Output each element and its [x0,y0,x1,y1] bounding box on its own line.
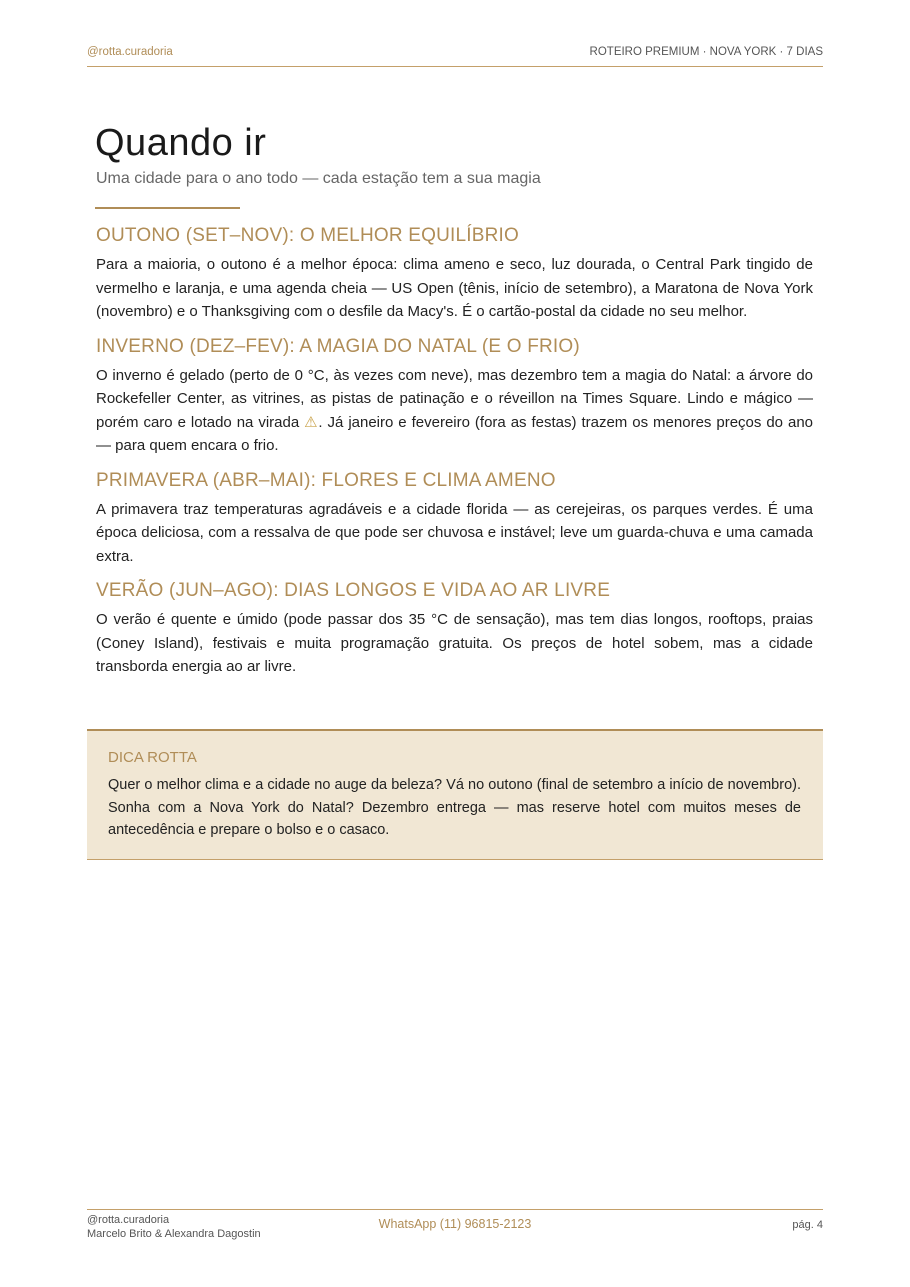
section-heading: PRIMAVERA (ABR–MAI): FLORES E CLIMA AMENO [96,469,556,491]
tip-box [87,729,823,860]
page-subtitle: Uma cidade para o ano todo — cada estação tem a sua magia [96,170,541,187]
warning-icon: ⚠ [304,413,319,431]
section-body: O verão é quente e úmido (pode passar dos 35 °C de sensação), mas tem dias longos, rooftops, praias (Coney Island), festivais e muita programação gratuita. Os preços de hotel sobem, mas a cidade transborda energia ao ar livre. [96,611,813,675]
footer-brand: @rotta.curadoria [87,1214,170,1226]
footer-whatsapp: WhatsApp (11) 96815-2123 [378,1217,532,1231]
section-heading: VERÃO (JUN–AGO): DIAS LONGOS E VIDA AO AR LIVRE [96,580,611,601]
section-winter [96,336,813,458]
section-heading: OUTONO (SET–NOV): O MELHOR EQUILÍBRIO [96,225,519,246]
page-title: Quando ir [95,122,267,164]
section-body: Para a maioria, o outono é a melhor época: clima ameno e seco, luz dourada, o Central Park tingido de vermelho e laranja, e uma agenda cheia — US Open (tênis, início de setembro), a Maratona de Nova York (novembro) e o Thanksgiving com o desfile da Macy's. É o cartão-postal da cidade no seu melhor. [96,256,813,320]
title-divider [95,207,240,209]
header-brand: @rotta.curadoria [87,46,173,58]
section-heading: INVERNO (DEZ–FEV): A MAGIA DO NATAL (E O FRIO) [96,335,580,357]
page-footer [87,1209,823,1244]
section-spring [96,470,813,569]
section-body [96,364,813,458]
seasons-content [96,225,813,691]
footer-authors: Marcelo Brito & Alexandra Dagostin [87,1228,261,1240]
tip-heading: DICA ROTTA [108,749,197,766]
section-body-part: O inverno é gelado (perto de 0 °C, às vezes com neve), mas dezembro tem a magia do Natal: a árvore do Rockefeller Center, as vitrines, as pistas de patinação e o réveillon na Times Square. Lindo e mágico — porém caro e lotado na virada [96,366,813,431]
page-header [87,46,823,67]
section-autumn [96,225,813,324]
section-summer [96,580,813,679]
section-body-part: . Já janeiro e fevereiro (fora as festas) trazem os menores preços do ano — para quem encara o frio. [96,413,813,454]
header-document-title: ROTEIRO PREMIUM · NOVA YORK · 7 DIAS [589,46,823,58]
section-body: A primavera traz temperaturas agradáveis e a cidade florida — as cerejeiras, os parques verdes. É uma época deliciosa, com a ressalva de que pode ser chuvosa e instável; leve um guarda-chuva e uma camada extra. [96,500,813,565]
page-number: pág. 4 [792,1219,823,1231]
tip-body: Quer o melhor clima e a cidade no auge da beleza? Vá no outono (final de setembro a início de novembro). Sonha com a Nova York do Natal? Dezembro entrega — mas reserve hotel com muitos meses de antecedência e prepare o bolso e o casaco. [108,777,801,838]
